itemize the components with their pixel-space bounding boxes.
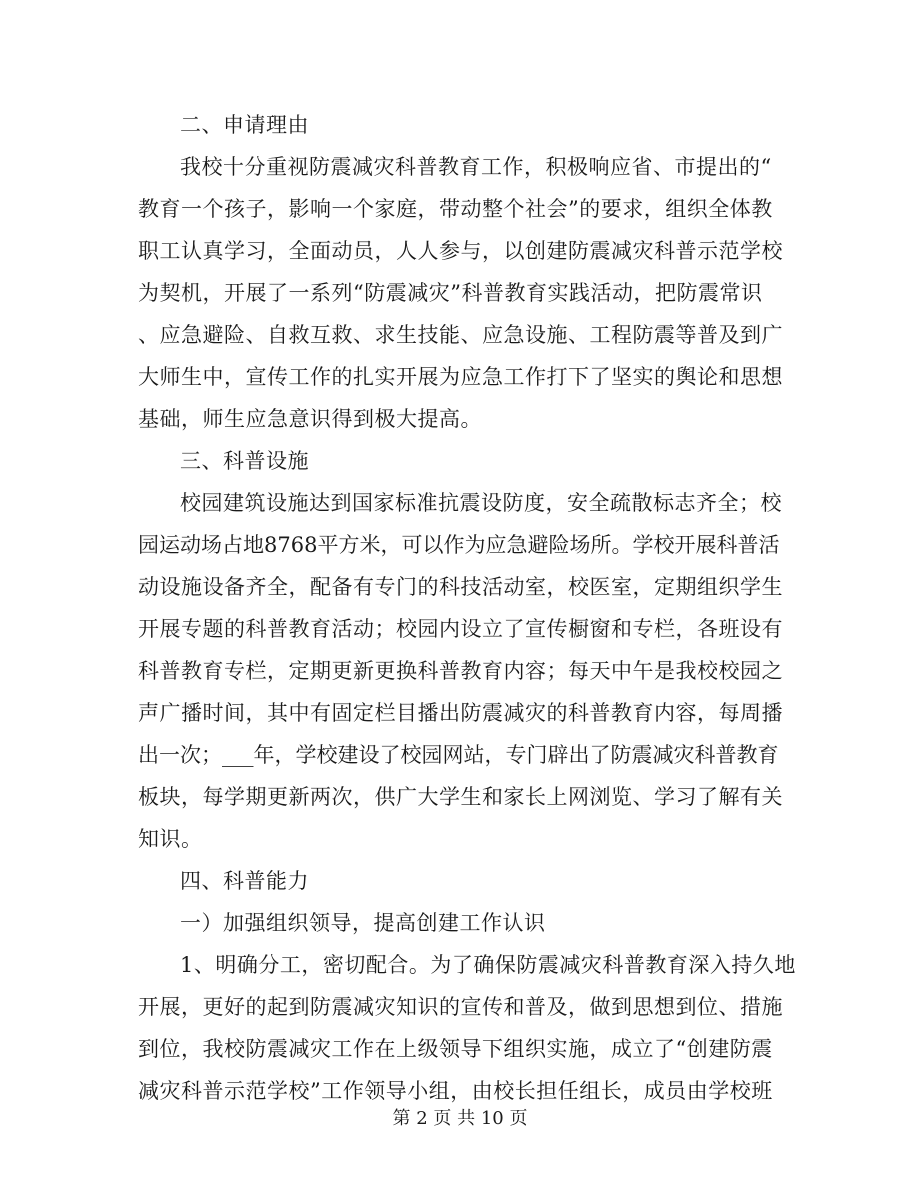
- paragraph-line: 出一次；___年，学校建设了校园网站，专门辟出了防震减灾科普教育: [138, 743, 779, 767]
- paragraph-line: 、应急避险、自救互救、求生技能、应急设施、工程防震等普及到广: [138, 323, 783, 347]
- paragraph-line: 到位，我校防震减灾工作在上级领导下组织实施，成立了“创建防震: [138, 1037, 773, 1061]
- section-heading-science-facilities: 三、科普设施: [180, 449, 309, 473]
- section-heading-science-capability: 四、科普能力: [180, 869, 309, 893]
- paragraph-line: 知识。: [138, 827, 203, 851]
- document-body: [138, 104, 796, 1112]
- paragraph-application-reason: [138, 146, 788, 440]
- paragraph-line: 动设施设备齐全，配备有专门的科技活动室，校医室，定期组织学生: [138, 575, 783, 599]
- paragraph-line: 声广播时间，其中有固定栏目播出防震减灾的科普教育内容，每周播: [138, 701, 783, 725]
- paragraph-line: 减灾科普示范学校”工作领导小组，由校长担任组长，成员由学校班: [138, 1079, 773, 1103]
- paragraph-division-of-labor: [138, 944, 796, 1112]
- paragraph-line: 为契机，开展了一系列“防震减灾”科普教育实践活动，把防震常识: [138, 281, 763, 305]
- paragraph-line: 1、明确分工，密切配合。为了确保防震减灾科普教育深入持久地: [180, 953, 796, 977]
- paragraph-science-facilities: [138, 482, 788, 860]
- paragraph-line: 职工认真学习，全面动员，人人参与，以创建防震减灾科普示范学校: [138, 239, 783, 263]
- subsection-heading-organization: 一）加强组织领导，提高创建工作认识: [180, 911, 546, 935]
- paragraph-line: 开展专题的科普教育活动；校园内设立了宣传橱窗和专栏，各班设有: [138, 617, 783, 641]
- paragraph-line: 我校十分重视防震减灾科普教育工作，积极响应省、市提出的“: [180, 155, 772, 179]
- paragraph-line: 科普教育专栏，定期更新更换科普教育内容；每天中午是我校校园之: [138, 659, 783, 683]
- paragraph-line: 开展，更好的起到防震减灾知识的宣传和普及，做到思想到位、措施: [138, 995, 783, 1019]
- page-number-footer: 第 2 页 共 10 页: [392, 1108, 528, 1129]
- paragraph-line: 校园建筑设施达到国家标准抗震设防度，安全疏散标志齐全；校: [180, 491, 782, 515]
- paragraph-line: 板块，每学期更新两次，供广大学生和家长上网浏览、学习了解有关: [138, 785, 783, 809]
- paragraph-line: 大师生中，宣传工作的扎实开展为应急工作打下了坚实的舆论和思想: [138, 365, 783, 389]
- paragraph-line: 基础，师生应急意识得到极大提高。: [138, 407, 482, 431]
- paragraph-line: 教育一个孩子，影响一个家庭，带动整个社会”的要求，组织全体教: [138, 197, 773, 221]
- section-heading-application-reason: 二、申请理由: [180, 113, 309, 137]
- paragraph-line: 园运动场占地8768平方米，可以作为应急避险场所。学校开展科普活: [138, 533, 780, 557]
